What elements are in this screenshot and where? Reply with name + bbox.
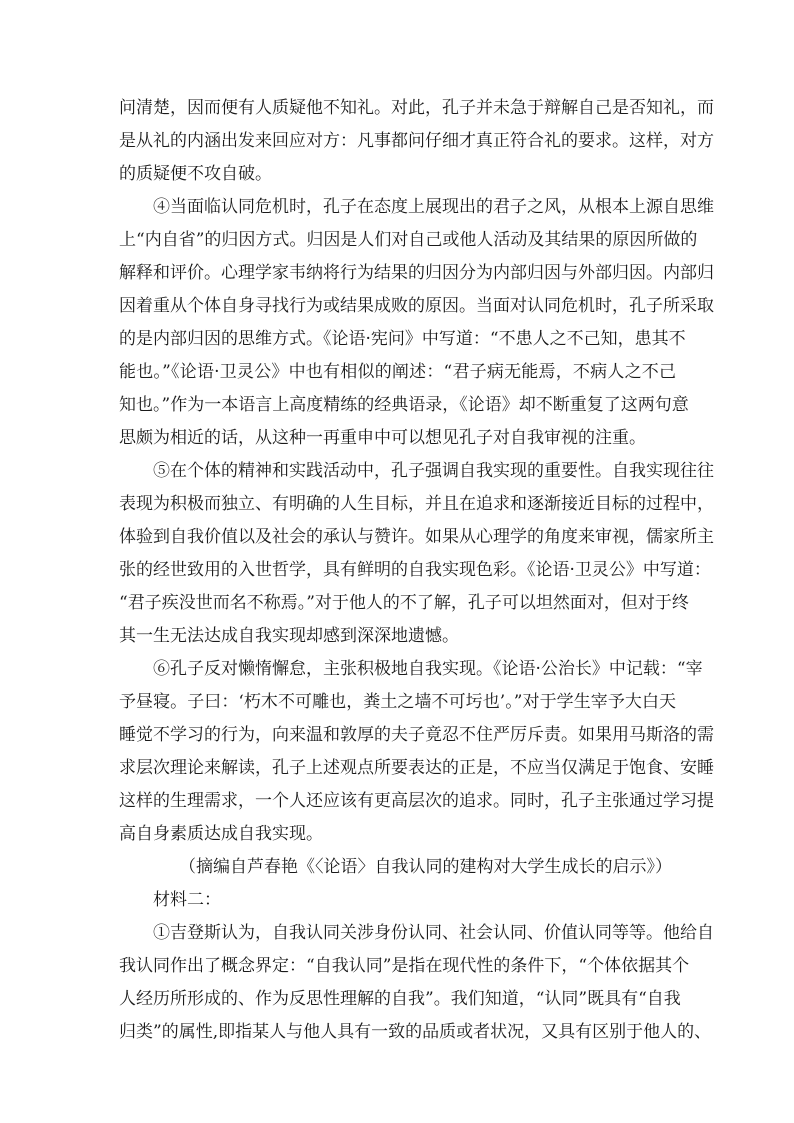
text-line: 张的经世致用的入世哲学，具有鲜明的自我实现色彩。《论语·卫灵公》中写道： (119, 560, 711, 580)
text-line: 这样的生理需求，一个人还应该有更高层次的追求。同时，孔子主张通过学习提 (119, 791, 714, 811)
source-citation: （摘编自芦春艳《〈论语〉自我认同的建构对大学生成长的启示》） (179, 857, 672, 877)
text-line: 睡觉不学习的行为，向来温和敦厚的夫子竟忍不住严厉斥责。如果用马斯洛的需 (119, 725, 714, 745)
paragraph-5 (119, 455, 714, 653)
paragraph-continuation (119, 92, 714, 191)
text-line: 求层次理论来解读，孔子上述观点所要表达的正是，不应当仅满足于饱食、安睡 (119, 758, 714, 778)
text-line: 上“内自省”的归因方式。归因是人们对自己或他人活动及其结果的原因所做的 (119, 230, 698, 250)
text-line: 我认同作出了概念界定：“自我认同”是指在现代性的条件下，“个体依据其个 (119, 956, 690, 976)
text-line: 人经历所形成的、作为反思性理解的自我”。我们知道，“认同”既具有“自我 (119, 989, 681, 1009)
text-line: 问清楚，因而便有人质疑他不知礼。对此，孔子并未急于辩解自己是否知礼，而 (119, 98, 714, 118)
paragraph-material-2-1 (119, 917, 714, 1049)
text-line: 其一生无法达成自我实现却感到深深地遗憾。 (119, 626, 459, 646)
text-line: 因着重从个体自身寻找行为或结果成败的原因。当面对认同危机时，孔子所采取 (119, 296, 714, 316)
text-line: 体验到自我价值以及社会的承认与赞许。如果从心理学的角度来审视，儒家所主 (119, 527, 714, 547)
text-line: ①吉登斯认为，自我认同关涉身份认同、社会认同、价值认同等等。他给自 (153, 923, 714, 943)
text-line: 的质疑便不攻自破。 (119, 164, 272, 184)
text-line: ⑥孔子反对懒惰懈怠，主张积极地自我实现。《论语·公治长》中记载：“宰 (153, 659, 703, 679)
text-line: 解释和评价。心理学家韦纳将行为结果的归因分为内部归因与外部归因。内部归 (119, 263, 714, 283)
text-line: 归类”的属性,即指某人与他人具有一致的品质或者状况，又具有区别于他人的、 (119, 1022, 712, 1042)
text-line: 表现为积极而独立、有明确的人生目标，并且在追求和逐渐接近目标的过程中， (119, 494, 714, 514)
material-label: 材料二： (153, 890, 221, 910)
document-page (119, 92, 714, 1049)
text-line: ④当面临认同危机时，孔子在态度上展现出的君子之风，从根本上源自思维 (153, 197, 714, 217)
paragraph-4 (119, 191, 714, 455)
text-line: 的是内部归因的思维方式。《论语·宪问》中写道：“不患人之不己知，患其不 (119, 329, 686, 349)
text-line: 思颇为相近的话，从这种一再重申中可以想见孔子对自我审视的注重。 (119, 428, 646, 448)
text-line: 予昼寝。子曰：‘朽木不可雕也，粪土之墙不可圬也’。”对于学生宰予大白天 (119, 692, 676, 712)
text-line: 高自身素质达成自我实现。 (119, 824, 323, 844)
text-line: ⑤在个体的精神和实践活动中，孔子强调自我实现的重要性。自我实现往往 (153, 461, 714, 481)
text-line: 能也。”《论语·卫灵公》中也有相似的阐述：“君子病无能焉，不病人之不己 (119, 362, 676, 382)
text-line: 是从礼的内涵出发来回应对方：凡事都问仔细才真正符合礼的要求。这样，对方 (119, 131, 714, 151)
text-line: “君子疾没世而名不称焉。”对于他人的不了解，孔子可以坦然面对，但对于终 (119, 593, 689, 613)
text-line: 知也。”作为一本语言上高度精练的经典语录，《论语》却不断重复了这两句意 (119, 395, 689, 415)
paragraph-6 (119, 653, 714, 851)
